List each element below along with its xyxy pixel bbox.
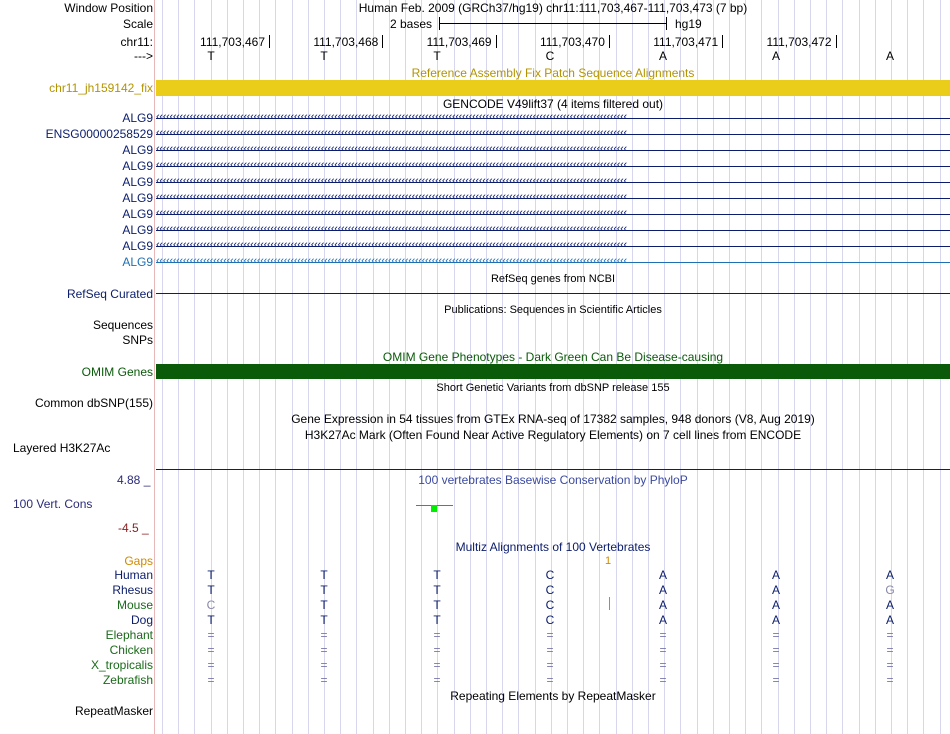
species-base: A bbox=[771, 598, 780, 612]
ruler-tick-label: 111,703,467 bbox=[200, 35, 265, 49]
reference-base: T bbox=[320, 49, 328, 63]
species-base: = bbox=[659, 643, 667, 657]
refseq-label[interactable]: RefSeq Curated bbox=[66, 287, 153, 301]
species-base: C bbox=[206, 598, 216, 612]
window-position-text: Human Feb. 2009 (GRCh37/hg19) chr11:111,703,467-111,703,473 (7 bp) bbox=[358, 1, 748, 15]
gencode-strand-arrows: ‹‹‹‹‹‹‹‹‹‹‹‹‹‹‹‹‹‹‹‹‹‹‹‹‹‹‹‹‹‹‹‹‹‹‹‹‹‹‹‹‹‹‹‹‹‹‹‹‹‹‹‹‹‹‹‹‹‹‹‹‹‹‹‹‹‹‹‹‹‹‹‹‹‹‹‹‹‹‹‹‹‹‹‹‹‹‹‹‹‹‹‹‹‹‹‹‹‹‹‹‹‹‹‹‹‹‹‹‹‹‹‹‹‹‹‹‹‹‹‹‹‹‹‹‹‹‹‹‹‹‹‹‹‹‹‹‹‹‹‹ bbox=[156, 223, 627, 235]
phylop-bar bbox=[431, 505, 437, 512]
species-base: A bbox=[771, 568, 780, 582]
gencode-strand-arrows: ‹‹‹‹‹‹‹‹‹‹‹‹‹‹‹‹‹‹‹‹‹‹‹‹‹‹‹‹‹‹‹‹‹‹‹‹‹‹‹‹‹‹‹‹‹‹‹‹‹‹‹‹‹‹‹‹‹‹‹‹‹‹‹‹‹‹‹‹‹‹‹‹‹‹‹‹‹‹‹‹‹‹‹‹‹‹‹‹‹‹‹‹‹‹‹‹‹‹‹‹‹‹‹‹‹‹‹‹‹‹‹‹‹‹‹‹‹‹‹‹‹‹‹‹‹‹‹‹‹‹‹‹‹‹‹‹‹‹‹‹ bbox=[156, 111, 627, 123]
species-base: T bbox=[433, 598, 441, 612]
ruler-tick bbox=[496, 35, 497, 48]
species-base: C bbox=[545, 598, 555, 612]
species-base: T bbox=[207, 613, 215, 627]
species-base: = bbox=[320, 673, 328, 687]
ruler-tick-label: 111,703,470 bbox=[539, 35, 605, 49]
species-base: T bbox=[433, 613, 441, 627]
ruler-tick bbox=[836, 35, 837, 48]
fix-patch-label[interactable]: chr11_jh159142_fix bbox=[49, 81, 153, 95]
phylop-min-label: -4.5 _ bbox=[118, 521, 149, 535]
species-label[interactable]: Rhesus bbox=[112, 583, 153, 597]
omim-gene-bar[interactable] bbox=[156, 364, 950, 379]
omim-label[interactable]: OMIM Genes bbox=[81, 365, 153, 379]
phylop-max-label: 4.88 _ bbox=[117, 473, 151, 487]
species-base: = bbox=[546, 628, 554, 642]
phylop-label[interactable]: 100 Vert. Cons bbox=[13, 497, 93, 511]
species-base: A bbox=[658, 613, 667, 627]
ruler-tick bbox=[609, 35, 610, 48]
mouse-insertion-mark bbox=[609, 597, 610, 610]
gencode-row-label[interactable]: ALG9 bbox=[122, 191, 153, 205]
window-position-label: Window Position bbox=[64, 1, 153, 15]
species-base: = bbox=[207, 643, 215, 657]
refseq-title: RefSeq genes from NCBI bbox=[490, 273, 616, 285]
phylop-title: 100 vertebrates Basewise Conservation by PhyloP bbox=[418, 473, 688, 487]
species-base: A bbox=[658, 568, 667, 582]
species-base: = bbox=[886, 673, 894, 687]
multiz-title: Multiz Alignments of 100 Vertebrates bbox=[455, 540, 651, 554]
scale-assembly: hg19 bbox=[675, 17, 702, 31]
species-base: A bbox=[771, 613, 780, 627]
scale-bar bbox=[439, 23, 666, 24]
gencode-row-label[interactable]: ALG9 bbox=[122, 159, 153, 173]
repeatmasker-title: Repeating Elements by RepeatMasker bbox=[450, 689, 656, 703]
species-base: = bbox=[772, 658, 780, 672]
repeatmasker-label[interactable]: RepeatMasker bbox=[74, 704, 153, 718]
publications-sequences-label[interactable]: Sequences bbox=[92, 318, 153, 332]
ruler-tick bbox=[382, 35, 383, 48]
gencode-row-label[interactable]: ALG9 bbox=[122, 207, 153, 221]
species-base: = bbox=[659, 673, 667, 687]
dbsnp-title: Short Genetic Variants from dbSNP release 155 bbox=[436, 382, 670, 394]
gaps-label[interactable]: Gaps bbox=[124, 554, 153, 568]
gencode-strand-arrows: ‹‹‹‹‹‹‹‹‹‹‹‹‹‹‹‹‹‹‹‹‹‹‹‹‹‹‹‹‹‹‹‹‹‹‹‹‹‹‹‹‹‹‹‹‹‹‹‹‹‹‹‹‹‹‹‹‹‹‹‹‹‹‹‹‹‹‹‹‹‹‹‹‹‹‹‹‹‹‹‹‹‹‹‹‹‹‹‹‹‹‹‹‹‹‹‹‹‹‹‹‹‹‹‹‹‹‹‹‹‹‹‹‹‹‹‹‹‹‹‹‹‹‹‹‹‹‹‹‹‹‹‹‹‹‹‹‹‹‹‹ bbox=[156, 159, 627, 171]
species-label[interactable]: Elephant bbox=[105, 628, 153, 642]
gencode-title: GENCODE V49lift37 (4 items filtered out) bbox=[442, 97, 664, 111]
dbsnp-label[interactable]: Common dbSNP(155) bbox=[34, 396, 153, 410]
species-label[interactable]: Mouse bbox=[116, 598, 153, 612]
species-base: = bbox=[546, 643, 554, 657]
species-base: C bbox=[545, 613, 555, 627]
species-base: = bbox=[546, 658, 554, 672]
species-base: T bbox=[207, 583, 215, 597]
gtex-title: Gene Expression in 54 tissues from GTEx RNA-seq of 17382 samples, 948 donors (V8, Aug 2019) bbox=[291, 412, 815, 426]
species-label[interactable]: Dog bbox=[130, 613, 153, 627]
species-base: = bbox=[772, 643, 780, 657]
species-base: = bbox=[207, 628, 215, 642]
ruler-tick-label: 111,703,472 bbox=[766, 35, 832, 49]
gencode-strand-arrows: ‹‹‹‹‹‹‹‹‹‹‹‹‹‹‹‹‹‹‹‹‹‹‹‹‹‹‹‹‹‹‹‹‹‹‹‹‹‹‹‹‹‹‹‹‹‹‹‹‹‹‹‹‹‹‹‹‹‹‹‹‹‹‹‹‹‹‹‹‹‹‹‹‹‹‹‹‹‹‹‹‹‹‹‹‹‹‹‹‹‹‹‹‹‹‹‹‹‹‹‹‹‹‹‹‹‹‹‹‹‹‹‹‹‹‹‹‹‹‹‹‹‹‹‹‹‹‹‹‹‹‹‹‹‹‹‹‹‹‹‹ bbox=[156, 255, 627, 267]
gencode-row-label[interactable]: ALG9 bbox=[122, 223, 153, 237]
scale-bar-right-tick bbox=[666, 17, 667, 30]
species-base: = bbox=[886, 643, 894, 657]
species-label[interactable]: Zebrafish bbox=[102, 673, 153, 687]
reference-base: A bbox=[885, 49, 894, 63]
gencode-row-label[interactable]: ALG9 bbox=[122, 111, 153, 125]
publications-title: Publications: Sequences in Scientific Articles bbox=[444, 304, 662, 316]
species-base: T bbox=[433, 568, 441, 582]
gencode-row-label[interactable]: ENSG00000258529 bbox=[45, 127, 153, 141]
species-base: = bbox=[886, 628, 894, 642]
species-base: A bbox=[658, 583, 667, 597]
species-label[interactable]: Chicken bbox=[109, 643, 153, 657]
species-label[interactable]: Human bbox=[114, 568, 153, 582]
species-label[interactable]: X_tropicalis bbox=[90, 658, 153, 672]
species-base: = bbox=[320, 628, 328, 642]
species-base: = bbox=[659, 658, 667, 672]
h3k27ac-label[interactable]: Layered H3K27Ac bbox=[13, 441, 111, 455]
species-base: T bbox=[320, 568, 328, 582]
species-base: C bbox=[545, 583, 555, 597]
gencode-row-label[interactable]: ALG9 bbox=[122, 143, 153, 157]
species-base: = bbox=[772, 628, 780, 642]
species-base: A bbox=[658, 598, 667, 612]
gencode-strand-arrows: ‹‹‹‹‹‹‹‹‹‹‹‹‹‹‹‹‹‹‹‹‹‹‹‹‹‹‹‹‹‹‹‹‹‹‹‹‹‹‹‹‹‹‹‹‹‹‹‹‹‹‹‹‹‹‹‹‹‹‹‹‹‹‹‹‹‹‹‹‹‹‹‹‹‹‹‹‹‹‹‹‹‹‹‹‹‹‹‹‹‹‹‹‹‹‹‹‹‹‹‹‹‹‹‹‹‹‹‹‹‹‹‹‹‹‹‹‹‹‹‹‹‹‹‹‹‹‹‹‹‹‹‹‹‹‹‹‹‹‹‹ bbox=[156, 143, 627, 155]
ruler-tick bbox=[269, 35, 270, 48]
gencode-strand-arrows: ‹‹‹‹‹‹‹‹‹‹‹‹‹‹‹‹‹‹‹‹‹‹‹‹‹‹‹‹‹‹‹‹‹‹‹‹‹‹‹‹‹‹‹‹‹‹‹‹‹‹‹‹‹‹‹‹‹‹‹‹‹‹‹‹‹‹‹‹‹‹‹‹‹‹‹‹‹‹‹‹‹‹‹‹‹‹‹‹‹‹‹‹‹‹‹‹‹‹‹‹‹‹‹‹‹‹‹‹‹‹‹‹‹‹‹‹‹‹‹‹‹‹‹‹‹‹‹‹‹‹‹‹‹‹‹‹‹‹‹‹ bbox=[156, 175, 627, 187]
scale-label: Scale bbox=[122, 17, 153, 31]
reference-base: C bbox=[545, 49, 555, 63]
species-base: = bbox=[433, 658, 441, 672]
scale-bar-left-tick bbox=[439, 17, 440, 30]
gencode-strand-arrows: ‹‹‹‹‹‹‹‹‹‹‹‹‹‹‹‹‹‹‹‹‹‹‹‹‹‹‹‹‹‹‹‹‹‹‹‹‹‹‹‹‹‹‹‹‹‹‹‹‹‹‹‹‹‹‹‹‹‹‹‹‹‹‹‹‹‹‹‹‹‹‹‹‹‹‹‹‹‹‹‹‹‹‹‹‹‹‹‹‹‹‹‹‹‹‹‹‹‹‹‹‹‹‹‹‹‹‹‹‹‹‹‹‹‹‹‹‹‹‹‹‹‹‹‹‹‹‹‹‹‹‹‹‹‹‹‹‹‹‹‹ bbox=[156, 207, 627, 219]
species-base: = bbox=[207, 673, 215, 687]
reference-base: T bbox=[433, 49, 441, 63]
species-base: = bbox=[320, 658, 328, 672]
h3k27ac-title: H3K27Ac Mark (Often Found Near Active Regulatory Elements) on 7 cell lines from ENCODE bbox=[304, 428, 802, 442]
species-base: C bbox=[545, 568, 555, 582]
species-base: = bbox=[433, 628, 441, 642]
gencode-strand-arrows: ‹‹‹‹‹‹‹‹‹‹‹‹‹‹‹‹‹‹‹‹‹‹‹‹‹‹‹‹‹‹‹‹‹‹‹‹‹‹‹‹‹‹‹‹‹‹‹‹‹‹‹‹‹‹‹‹‹‹‹‹‹‹‹‹‹‹‹‹‹‹‹‹‹‹‹‹‹‹‹‹‹‹‹‹‹‹‹‹‹‹‹‹‹‹‹‹‹‹‹‹‹‹‹‹‹‹‹‹‹‹‹‹‹‹‹‹‹‹‹‹‹‹‹‹‹‹‹‹‹‹‹‹‹‹‹‹‹‹‹‹ bbox=[156, 191, 627, 203]
species-base: T bbox=[320, 613, 328, 627]
species-base: T bbox=[433, 583, 441, 597]
species-base: = bbox=[886, 658, 894, 672]
strand-label: ---> bbox=[134, 49, 153, 63]
omim-title: OMIM Gene Phenotypes - Dark Green Can Be Disease-causing bbox=[382, 350, 724, 364]
species-base: = bbox=[546, 673, 554, 687]
reference-base: T bbox=[207, 49, 215, 63]
species-base: T bbox=[320, 583, 328, 597]
gap-count: 1 bbox=[605, 555, 612, 567]
ruler-tick-label: 111,703,469 bbox=[426, 35, 492, 49]
gencode-strand-arrows: ‹‹‹‹‹‹‹‹‹‹‹‹‹‹‹‹‹‹‹‹‹‹‹‹‹‹‹‹‹‹‹‹‹‹‹‹‹‹‹‹‹‹‹‹‹‹‹‹‹‹‹‹‹‹‹‹‹‹‹‹‹‹‹‹‹‹‹‹‹‹‹‹‹‹‹‹‹‹‹‹‹‹‹‹‹‹‹‹‹‹‹‹‹‹‹‹‹‹‹‹‹‹‹‹‹‹‹‹‹‹‹‹‹‹‹‹‹‹‹‹‹‹‹‹‹‹‹‹‹‹‹‹‹‹‹‹‹‹‹‹ bbox=[156, 239, 627, 251]
reference-base: A bbox=[771, 49, 780, 63]
species-base: A bbox=[885, 598, 894, 612]
fix-patch-bar[interactable] bbox=[156, 80, 950, 96]
reference-base: A bbox=[658, 49, 667, 63]
species-base: = bbox=[772, 673, 780, 687]
chrom-label: chr11: bbox=[120, 35, 153, 49]
label-divider bbox=[154, 0, 155, 734]
gencode-row-label[interactable]: ALG9 bbox=[122, 239, 153, 253]
species-base: = bbox=[433, 643, 441, 657]
species-base: A bbox=[771, 583, 780, 597]
species-base: = bbox=[659, 628, 667, 642]
species-base: = bbox=[207, 658, 215, 672]
species-base: T bbox=[320, 598, 328, 612]
ruler-tick bbox=[722, 35, 723, 48]
refseq-gene-line[interactable] bbox=[156, 293, 950, 294]
ruler-tick-label: 111,703,468 bbox=[313, 35, 379, 49]
species-base: = bbox=[320, 643, 328, 657]
gencode-row-label[interactable]: ALG9 bbox=[122, 255, 153, 269]
fix-patch-title: Reference Assembly Fix Patch Sequence Alignments bbox=[411, 66, 695, 80]
gencode-row-label[interactable]: ALG9 bbox=[122, 175, 153, 189]
species-base: A bbox=[885, 613, 894, 627]
species-base: G bbox=[885, 583, 895, 597]
species-base: T bbox=[207, 568, 215, 582]
species-base: = bbox=[433, 673, 441, 687]
ruler-tick-label: 111,703,471 bbox=[653, 35, 719, 49]
species-base: A bbox=[885, 568, 894, 582]
publications-snps-label[interactable]: SNPs bbox=[122, 333, 153, 347]
gencode-strand-arrows: ‹‹‹‹‹‹‹‹‹‹‹‹‹‹‹‹‹‹‹‹‹‹‹‹‹‹‹‹‹‹‹‹‹‹‹‹‹‹‹‹‹‹‹‹‹‹‹‹‹‹‹‹‹‹‹‹‹‹‹‹‹‹‹‹‹‹‹‹‹‹‹‹‹‹‹‹‹‹‹‹‹‹‹‹‹‹‹‹‹‹‹‹‹‹‹‹‹‹‹‹‹‹‹‹‹‹‹‹‹‹‹‹‹‹‹‹‹‹‹‹‹‹‹‹‹‹‹‹‹‹‹‹‹‹‹‹‹‹‹‹ bbox=[156, 127, 627, 139]
h3k27ac-baseline bbox=[156, 469, 950, 470]
scale-value: 2 bases bbox=[390, 17, 433, 31]
